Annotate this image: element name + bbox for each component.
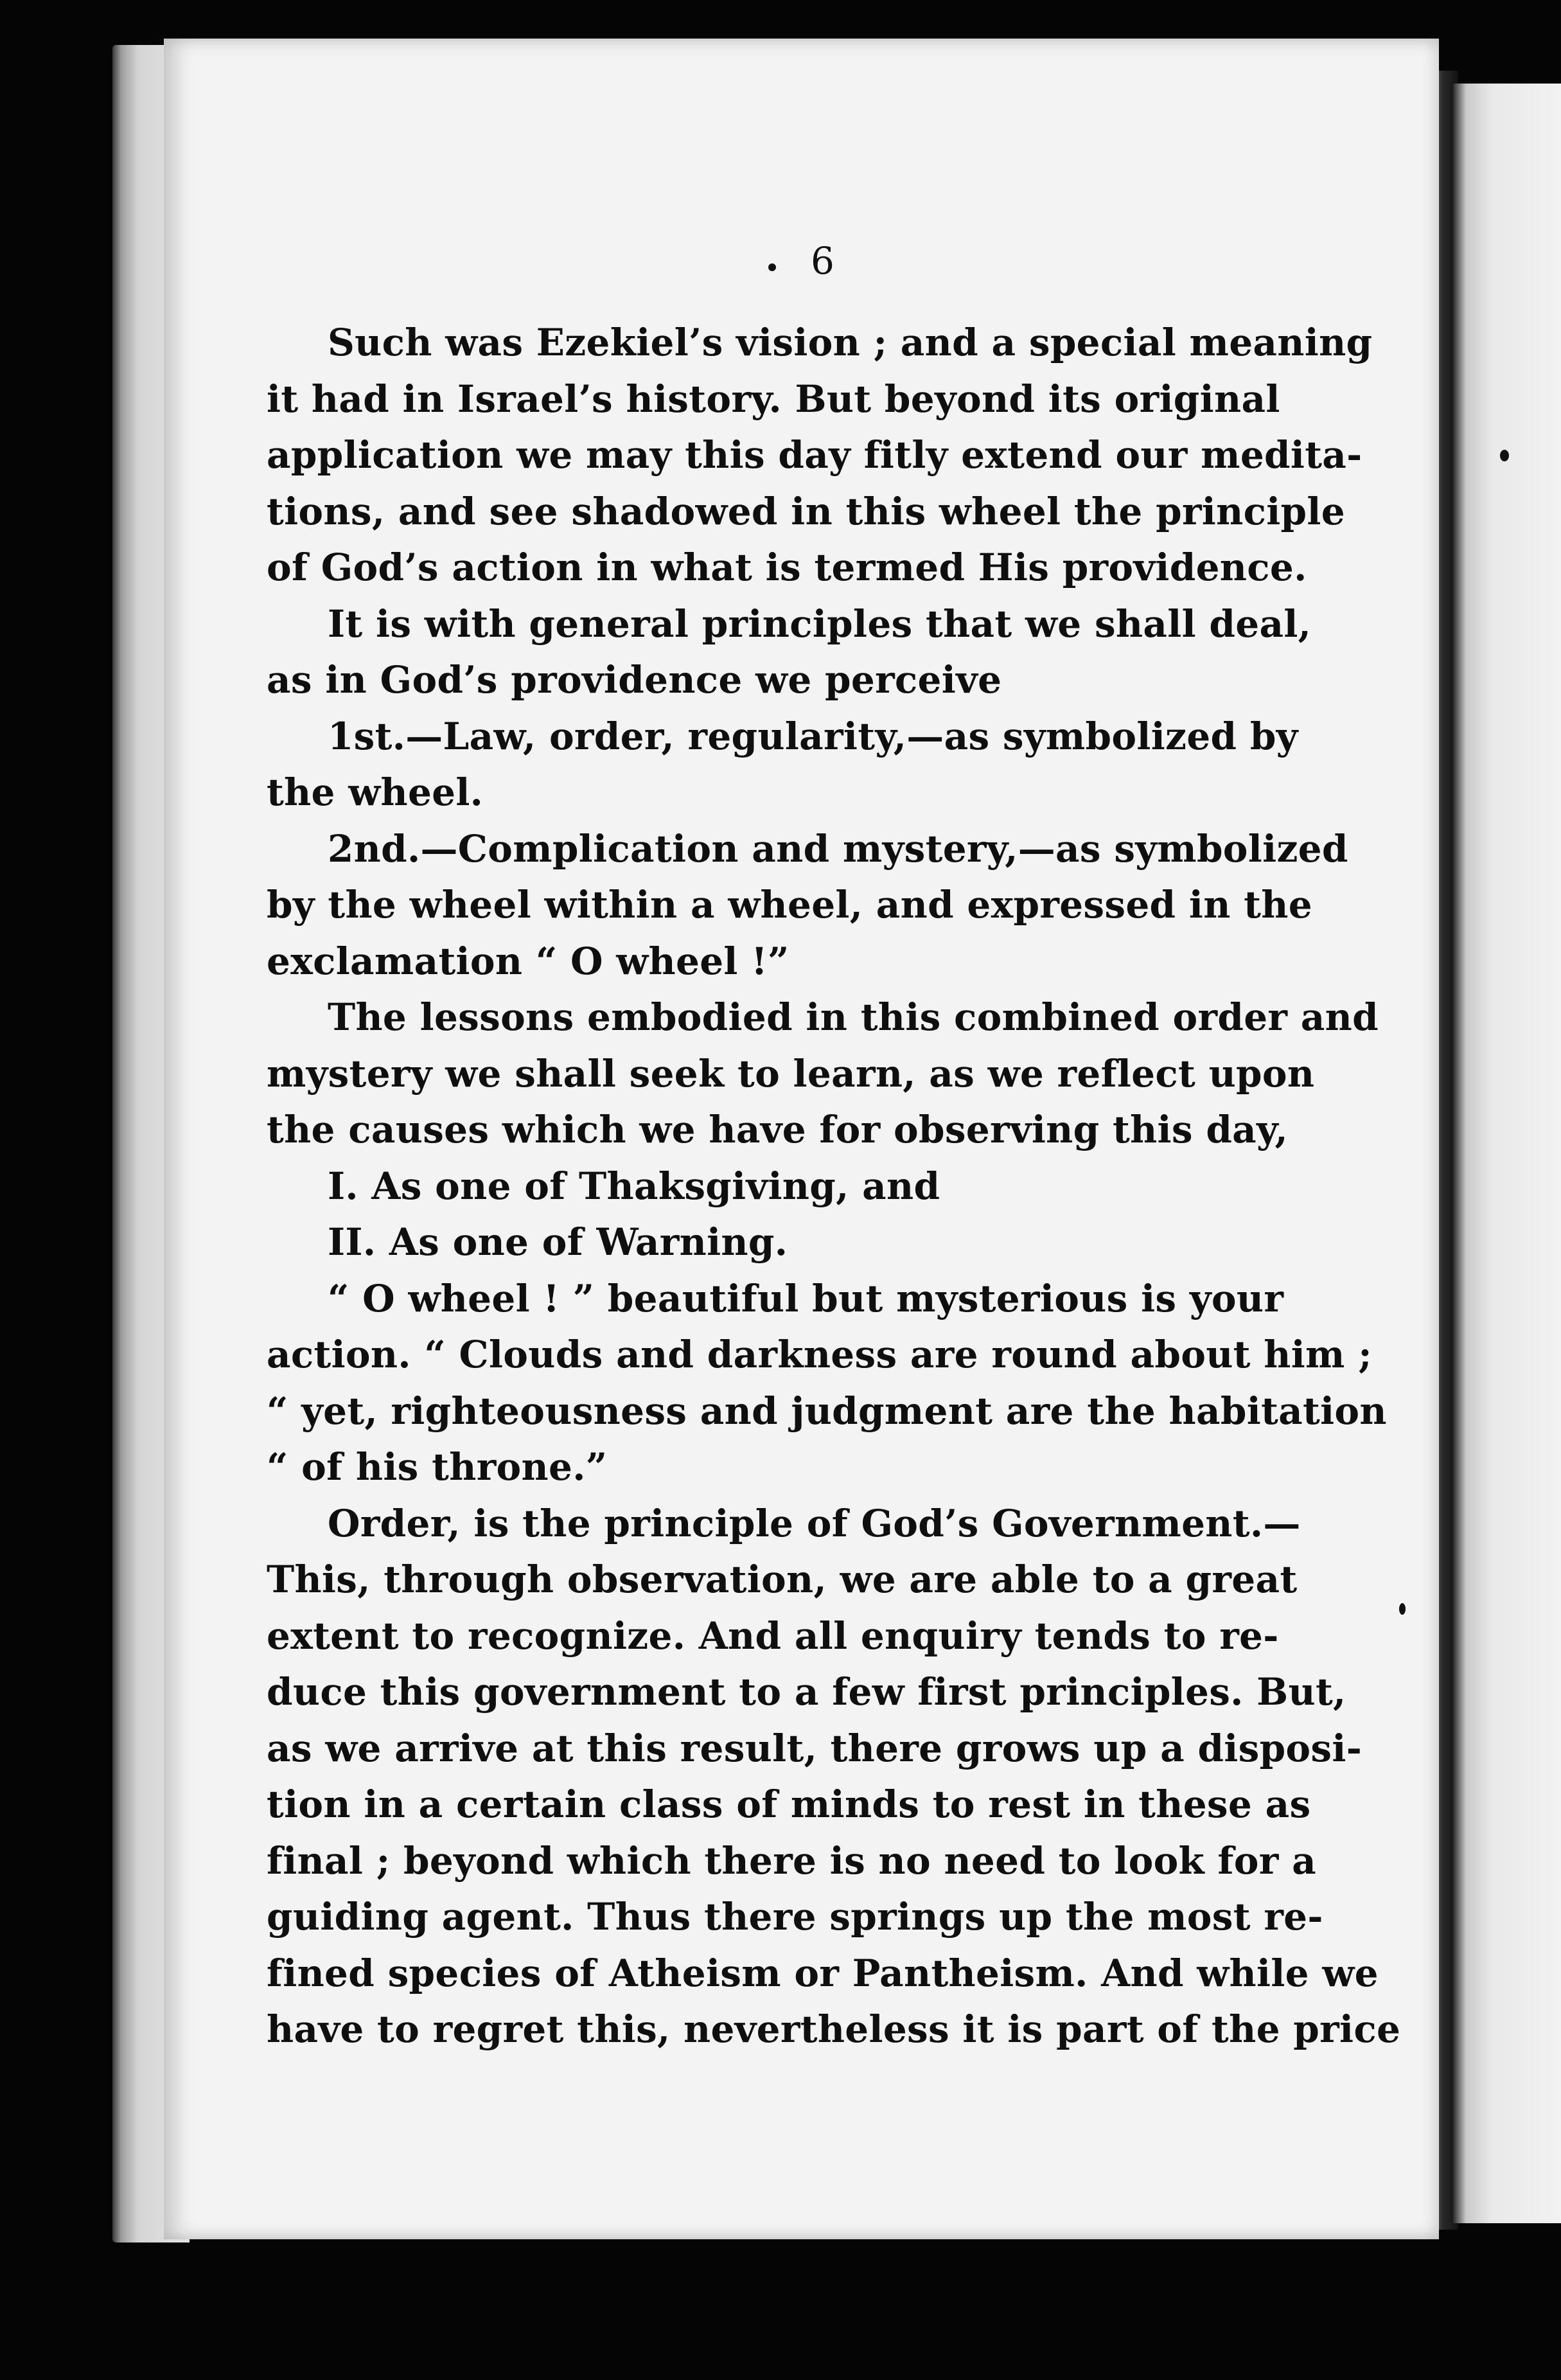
text-line: as we arrive at this result, there grows up a disposi- (267, 1726, 1363, 1770)
text-line: fined species of Atheism or Pantheism. And while we (267, 1951, 1379, 1995)
adjacent-page-edge (1453, 84, 1561, 2223)
text-line: 1st.—Law, order, regularity,—as symbolized by (328, 714, 1298, 758)
text-line: action. “ Clouds and darkness are round about him ; (267, 1333, 1372, 1376)
text-line: It is with general principles that we shall deal, (328, 601, 1312, 646)
text-line: I. As one of Thaksgiving, and (328, 1164, 940, 1208)
text-line: mystery we shall seek to learn, as we reflect upon (267, 1051, 1315, 1096)
text-line: 2nd.—Complication and mystery,—as symbolized (328, 826, 1348, 871)
text-line: the causes which we have for observing this day, (267, 1108, 1288, 1151)
text-line: Order, is the principle of God’s Government.— (328, 1501, 1301, 1545)
text-line: tions, and see shadowed in this wheel the principle (267, 489, 1345, 533)
print-speck (1399, 1603, 1406, 1615)
text-line: it had in Israel’s history. But beyond its original (267, 377, 1280, 421)
text-line: “ of his throne.” (267, 1445, 608, 1489)
print-speck (768, 263, 776, 271)
text-line: have to regret this, nevertheless it is part of the price (267, 2007, 1401, 2051)
text-line: by the wheel within a wheel, and expressed in the (267, 883, 1312, 927)
text-line: of God’s action in what is termed His providence. (267, 546, 1307, 589)
page-number: 6 (811, 239, 834, 283)
text-line: This, through observation, we are able to a great (267, 1558, 1298, 1601)
text-line: application we may this day fitly extend our medita- (267, 433, 1363, 477)
text-line: guiding agent. Thus there springs up the most re- (267, 1895, 1323, 1939)
text-line: extent to recognize. And all enquiry tends to re- (267, 1613, 1279, 1658)
text-line: “ yet, righteousness and judgment are the habitation (267, 1389, 1387, 1433)
text-line: The lessons embodied in this combined order and (328, 995, 1379, 1039)
text-line: “ O wheel ! ” beautiful but mysterious is your (328, 1276, 1284, 1320)
print-speck (1500, 450, 1509, 461)
text-line: final ; beyond which there is no need to look for a (267, 1838, 1317, 1883)
page-body-text (267, 315, 1401, 2058)
text-line: exclamation “ O wheel !” (267, 939, 789, 983)
text-line: as in God’s providence we perceive (267, 658, 1002, 702)
text-line: tion in a certain class of minds to rest in these as (267, 1782, 1311, 1826)
text-line: Such was Ezekiel’s vision ; and a special meaning (328, 321, 1373, 364)
text-line: the wheel. (267, 770, 484, 814)
text-line: II. As one of Warning. (328, 1220, 788, 1264)
text-line: duce this government to a few first principles. But, (267, 1670, 1346, 1714)
